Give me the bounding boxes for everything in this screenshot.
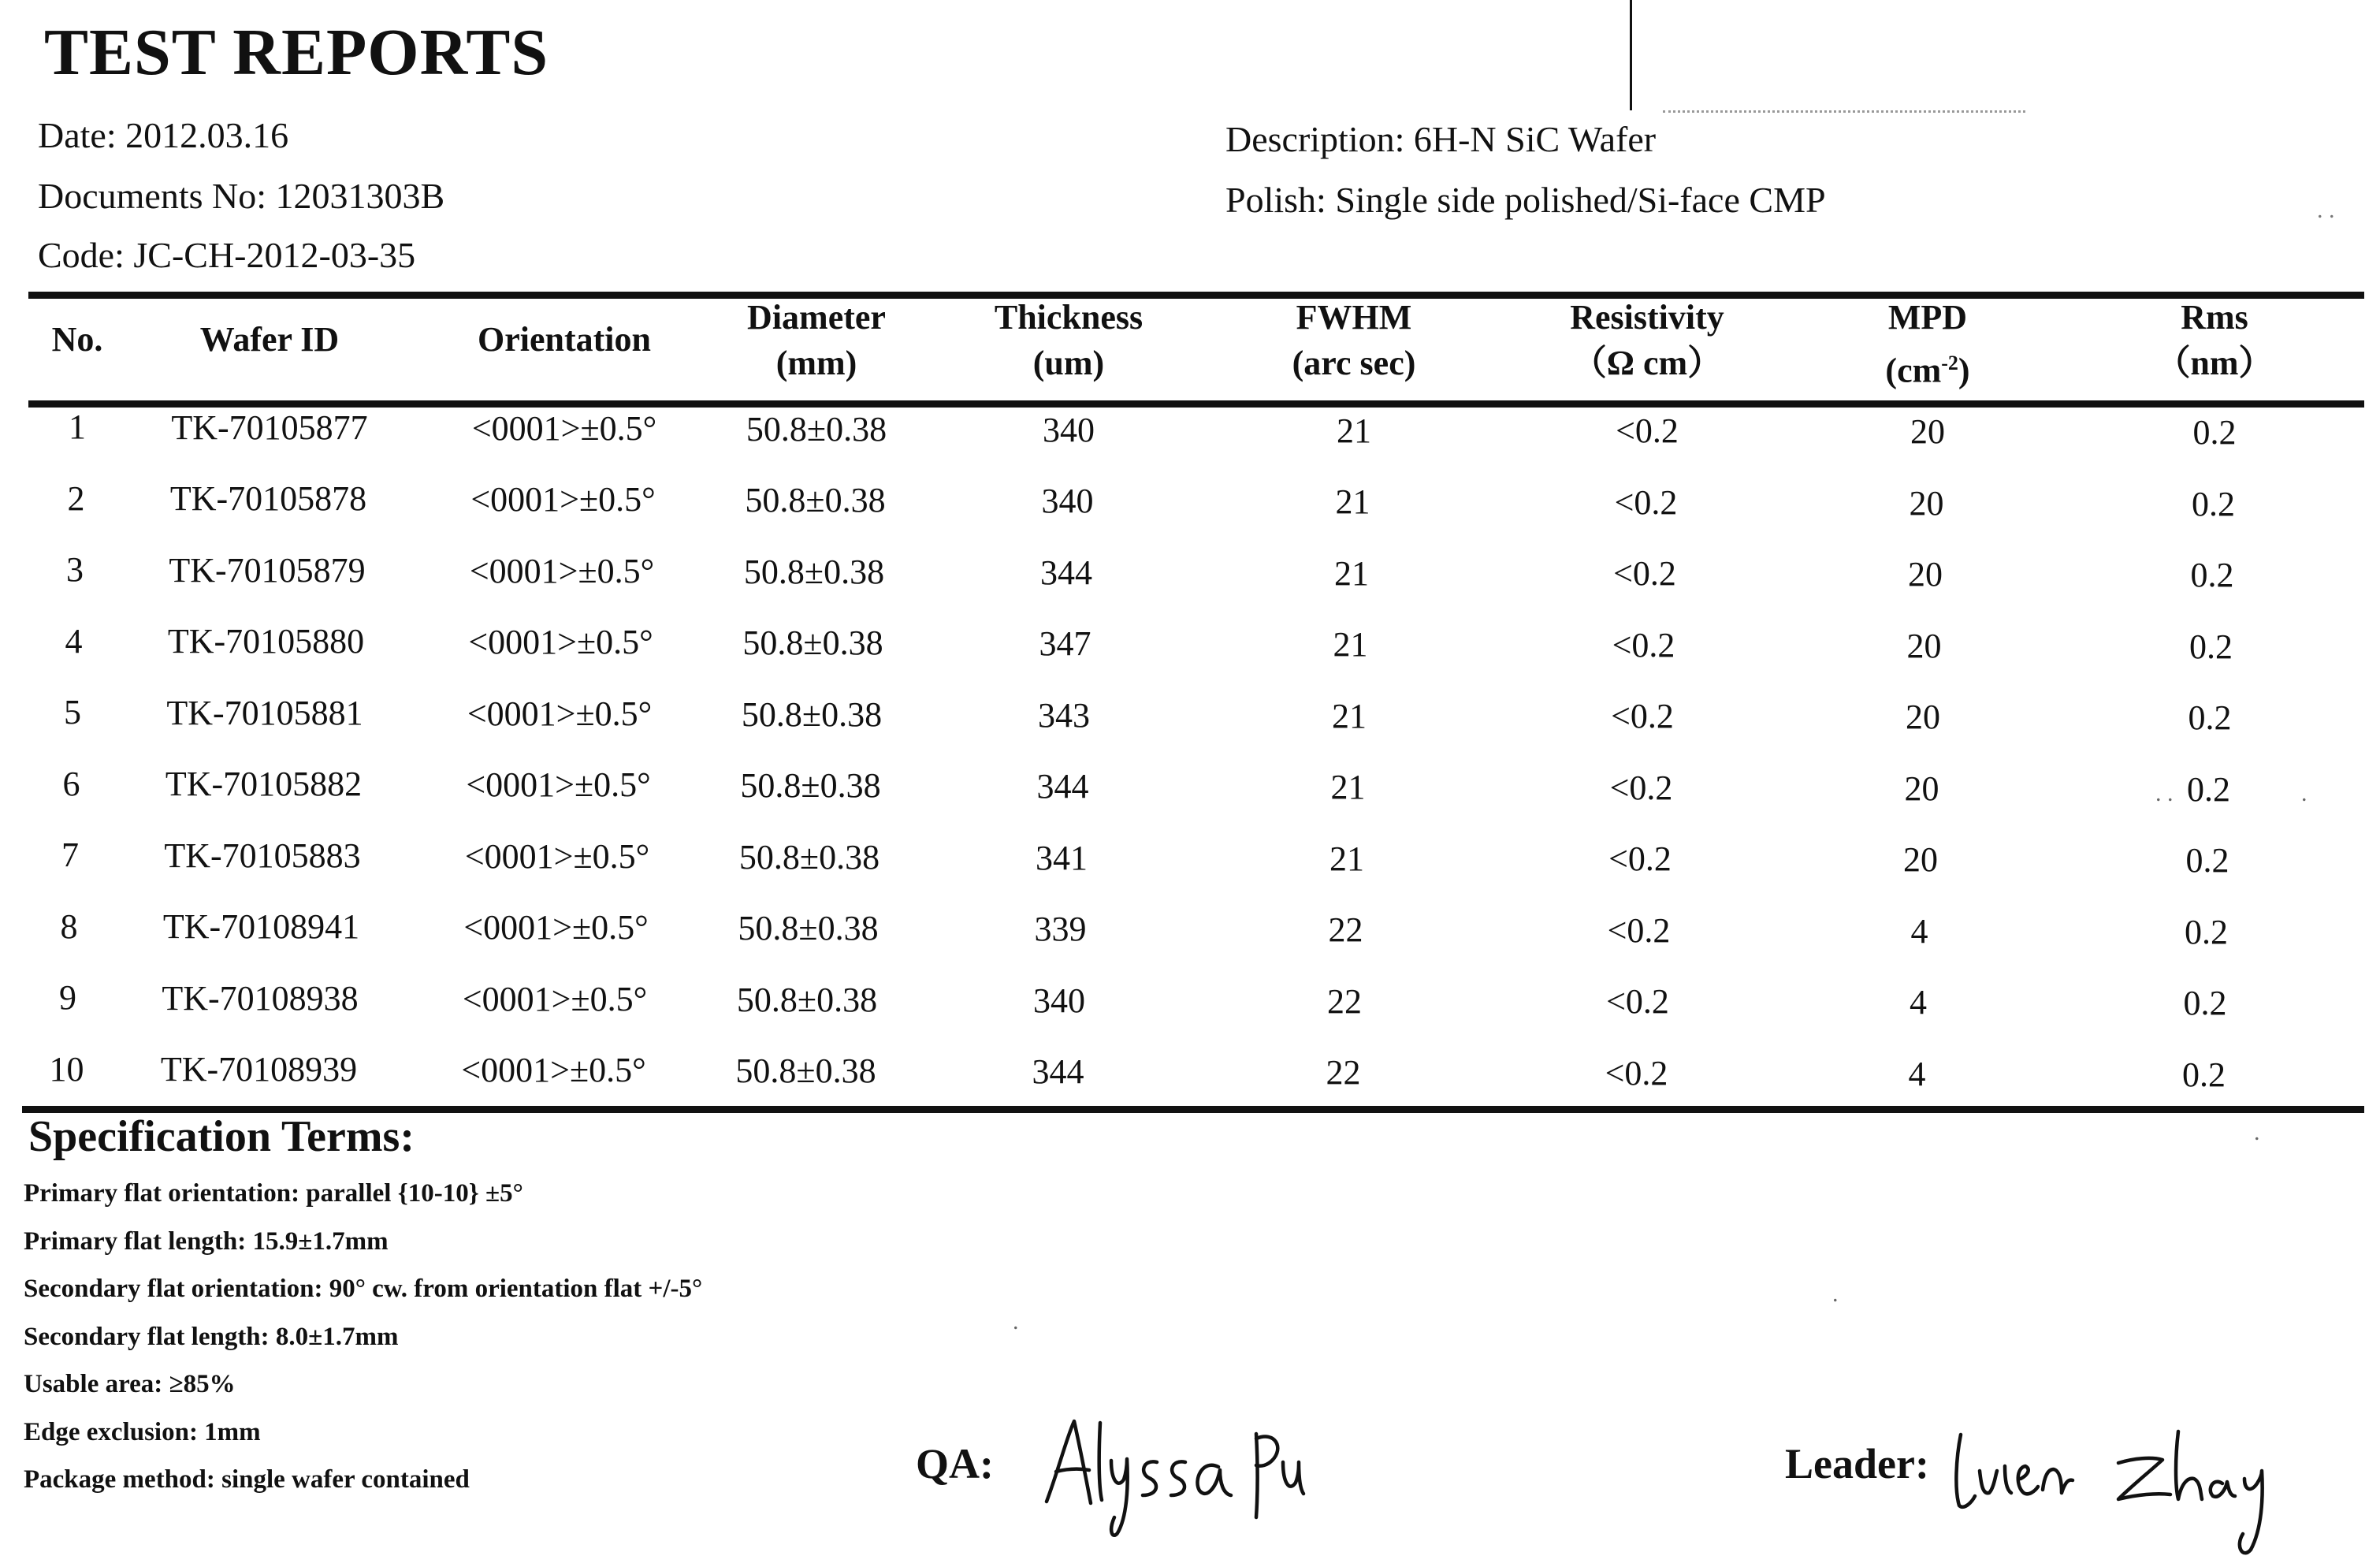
cell-diameter: 50.8±0.38: [741, 694, 883, 734]
cell-fwhm: 22: [1328, 910, 1363, 949]
specification-item: Usable area: ≥85%: [24, 1370, 236, 1398]
column-header-fwhm: [1292, 295, 1416, 386]
cell-wafer-id: TK-70108939: [160, 1050, 358, 1089]
cell-no: 3: [66, 550, 84, 589]
column-header-orientation: [478, 317, 651, 363]
column-header-unit-text: (cm: [1885, 351, 1942, 390]
report-date: Date: 2012.03.16: [38, 115, 289, 155]
column-header-line1: Thickness: [994, 298, 1144, 337]
cell-diameter: 50.8±0.38: [736, 980, 878, 1019]
column-header-unit-text: （nm）: [2155, 344, 2274, 382]
cell-fwhm: 21: [1334, 553, 1369, 593]
cell-no: 1: [69, 408, 86, 446]
cell-diameter: 50.8±0.38: [738, 837, 880, 877]
unit-exponent: -2: [1941, 352, 1958, 374]
cell-thickness: 343: [1038, 695, 1090, 735]
product-description: Description: 6H-N SiC Wafer: [1225, 119, 1657, 159]
cell-fwhm: 22: [1327, 981, 1362, 1021]
cell-resistivity: <0.2: [1605, 1053, 1668, 1092]
column-header-thickness: [995, 295, 1143, 386]
cell-thickness: 344: [1036, 767, 1089, 806]
cell-no: 2: [67, 478, 85, 518]
leader-label: Leader:: [1785, 1440, 1929, 1487]
cell-orientation: <0001>±0.5°: [464, 836, 650, 876]
cell-rms: 0.2: [2192, 413, 2237, 452]
cell-thickness: 347: [1039, 624, 1091, 664]
cell-rms: 0.2: [2182, 1055, 2226, 1094]
cell-no: 4: [65, 621, 83, 661]
cell-resistivity: <0.2: [1611, 697, 1674, 736]
cell-rms: 0.2: [2185, 912, 2228, 951]
cell-wafer-id: TK-70105882: [165, 765, 363, 804]
cell-mpd: 20: [1908, 555, 1943, 594]
scan-speck: . .: [2317, 197, 2335, 223]
column-header-text: Orientation: [478, 320, 651, 359]
specification-item: Edge exclusion: 1mm: [24, 1417, 261, 1446]
cell-mpd: 20: [1906, 626, 1942, 665]
column-header-line1: Rms: [2181, 298, 2248, 337]
cell-rms: 0.2: [2187, 769, 2230, 809]
cell-diameter: 50.8±0.38: [738, 909, 879, 948]
column-header-unit: [1292, 341, 1416, 386]
polish-spec: Polish: Single side polished/Si-face CMP: [1225, 180, 1826, 220]
cell-diameter: 50.8±0.38: [745, 481, 886, 520]
cell-rms: 0.2: [2189, 627, 2233, 666]
qa-label: QA:: [916, 1440, 994, 1487]
column-header-unit: [2155, 341, 2273, 386]
specification-title: Specification Terms:: [28, 1112, 415, 1161]
cell-mpd: 4: [1910, 983, 1927, 1022]
cell-resistivity: <0.2: [1613, 554, 1676, 594]
cell-orientation: <0001>±0.5°: [463, 908, 649, 947]
cell-no: 9: [59, 978, 76, 1017]
cell-diameter: 50.8±0.38: [742, 623, 883, 663]
cell-no: 7: [61, 836, 79, 874]
report-title: TEST REPORTS: [44, 16, 549, 89]
column-header-diameter: [747, 295, 886, 386]
cell-thickness: 340: [1043, 410, 1095, 449]
cell-wafer-id: TK-70105879: [169, 550, 366, 590]
column-header-no: [52, 317, 103, 363]
cell-thickness: 344: [1032, 1052, 1084, 1092]
cell-fwhm: 21: [1335, 482, 1370, 521]
cell-orientation: <0001>±0.5°: [466, 765, 651, 805]
column-header-unit-text: （Ω cm）: [1571, 344, 1723, 382]
scan-dotted-mark: [1663, 110, 2025, 113]
specification-item: Secondary flat orientation: 90° cw. from orientation flat +/-5°: [24, 1275, 703, 1303]
cell-diameter: 50.8±0.38: [735, 1051, 876, 1091]
cell-mpd: 20: [1909, 483, 1944, 523]
cell-mpd: 4: [1908, 1054, 1926, 1093]
cell-diameter: 50.8±0.38: [746, 409, 887, 449]
cell-orientation: <0001>±0.5°: [468, 623, 653, 662]
scan-margin-line: [1630, 0, 1632, 110]
column-header-line1: FWHM: [1296, 298, 1412, 337]
column-header-wafer-id: [200, 317, 339, 363]
cell-resistivity: <0.2: [1609, 768, 1673, 807]
cell-wafer-id: TK-70105877: [171, 408, 368, 447]
cell-rms: 0.2: [2185, 841, 2229, 880]
column-header-text: No.: [51, 320, 103, 359]
cell-mpd: 20: [1906, 698, 1940, 737]
cell-diameter: 50.8±0.38: [743, 552, 885, 591]
scan-speck: .: [1832, 1281, 1839, 1307]
cell-orientation: <0001>±0.5°: [471, 408, 657, 448]
cell-no: 10: [49, 1049, 84, 1089]
cell-mpd: 20: [1904, 769, 1939, 808]
column-header-line1: MPD: [1887, 298, 1968, 337]
column-header-unit-text: (mm): [775, 344, 857, 382]
cell-rms: 0.2: [2192, 484, 2235, 523]
specification-item: Primary flat length: 15.9±1.7mm: [24, 1226, 389, 1256]
table-header-rule: [28, 400, 2364, 408]
column-header-line1: Resistivity: [1570, 298, 1724, 337]
scan-speck: .: [2301, 780, 2307, 806]
cell-no: 5: [64, 693, 81, 731]
cell-fwhm: 22: [1326, 1053, 1361, 1092]
column-header-rms: [2155, 295, 2273, 386]
cell-thickness: 340: [1041, 482, 1094, 521]
scan-speck: .: [2254, 1119, 2260, 1145]
cell-resistivity: <0.2: [1616, 411, 1679, 451]
cell-thickness: 341: [1036, 838, 1088, 877]
cell-fwhm: 21: [1329, 839, 1364, 878]
leader-signature: [1945, 1411, 2276, 1561]
scan-speck: . .: [2155, 780, 2174, 806]
column-header-unit-text: (arc sec): [1292, 344, 1416, 382]
cell-resistivity: <0.2: [1614, 482, 1678, 522]
cell-resistivity: <0.2: [1612, 625, 1675, 664]
column-header-mpd: [1885, 295, 1969, 394]
cell-wafer-id: TK-70108938: [162, 978, 359, 1018]
cell-orientation: <0001>±0.5°: [461, 1051, 646, 1090]
cell-mpd: 4: [1910, 911, 1928, 951]
specification-item: Secondary flat length: 8.0±1.7mm: [24, 1322, 399, 1351]
cell-fwhm: 21: [1332, 696, 1367, 735]
cell-thickness: 340: [1033, 981, 1085, 1020]
column-header-unit: [1885, 341, 1969, 394]
cell-no: 6: [62, 764, 80, 803]
cell-resistivity: <0.2: [1607, 910, 1671, 950]
documents-number: Documents No: 12031303B: [38, 176, 445, 216]
cell-rms: 0.2: [2188, 698, 2232, 738]
cell-fwhm: 21: [1330, 768, 1366, 806]
cell-rms: 0.2: [2183, 984, 2227, 1023]
column-header-text: Wafer ID: [199, 320, 340, 359]
cell-fwhm: 21: [1337, 411, 1371, 450]
cell-wafer-id: TK-70105883: [164, 836, 361, 875]
cell-mpd: 20: [1903, 840, 1938, 880]
cell-orientation: <0001>±0.5°: [469, 551, 655, 590]
column-header-unit-text: (um): [1032, 344, 1105, 382]
cell-wafer-id: TK-70105881: [166, 693, 363, 732]
column-header-unit: [995, 341, 1143, 386]
report-code: Code: JC-CH-2012-03-35: [38, 235, 416, 275]
cell-diameter: 50.8±0.38: [740, 766, 881, 806]
column-header-unit: [1570, 341, 1724, 386]
cell-resistivity: <0.2: [1608, 839, 1672, 879]
cell-resistivity: <0.2: [1606, 982, 1669, 1022]
specification-item: Package method: single wafer contained: [24, 1465, 470, 1494]
unit-close-paren: ): [1958, 351, 1970, 390]
qa-signature: [1039, 1407, 1307, 1541]
cell-no: 8: [60, 906, 78, 946]
cell-fwhm: 21: [1333, 625, 1368, 664]
cell-wafer-id: TK-70105880: [167, 622, 365, 661]
cell-wafer-id: TK-70108941: [162, 907, 360, 947]
column-header-resistivity: [1570, 295, 1724, 386]
scan-speck: .: [1013, 1308, 1019, 1334]
specification-item: Primary flat orientation: parallel {10-10} ±5°: [24, 1179, 523, 1208]
table-top-rule: [28, 292, 2364, 299]
cell-mpd: 20: [1910, 412, 1945, 452]
cell-orientation: <0001>±0.5°: [470, 480, 656, 519]
cell-rms: 0.2: [2190, 556, 2234, 595]
column-header-unit: [747, 341, 886, 386]
cell-orientation: <0001>±0.5°: [462, 979, 648, 1018]
cell-orientation: <0001>±0.5°: [467, 694, 653, 733]
cell-wafer-id: TK-70105878: [169, 479, 367, 519]
cell-thickness: 344: [1040, 553, 1092, 592]
column-header-line1: Diameter: [747, 298, 886, 337]
cell-thickness: 339: [1034, 910, 1087, 949]
